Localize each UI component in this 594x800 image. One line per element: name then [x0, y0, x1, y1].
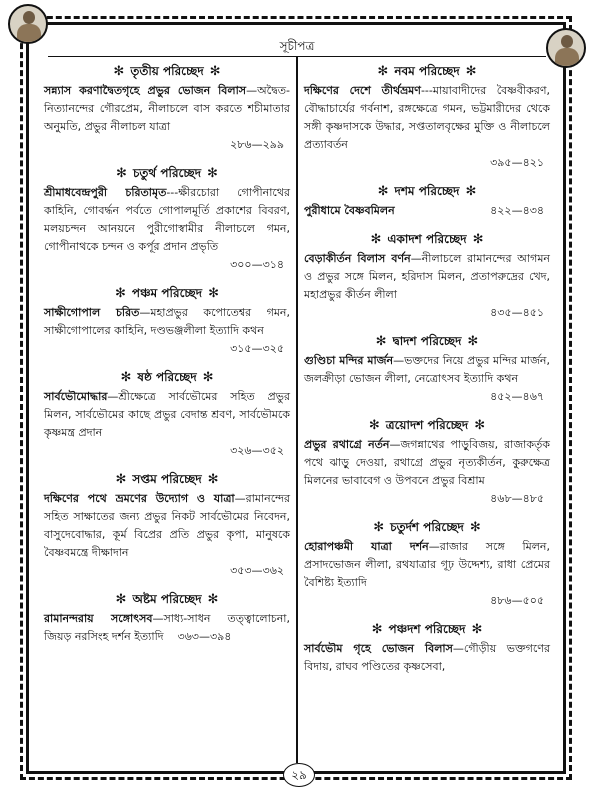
chapter-description: —অদ্বৈত-নিত্যানন্দের গৌরপ্রেম, নীলাচলে বাস করতে শচীমাতার অনুমতি, প্রভুর নীলাচল যাত্রা: [44, 84, 290, 133]
chapter-title: দক্ষিণের দেশে তীর্থভ্রমণ: [304, 84, 421, 97]
chapter-title: গুণ্ডিচা মন্দির মার্জন: [304, 354, 394, 367]
chapter-title: সার্বভৌম গৃহে ভোজন বিলাস: [304, 642, 453, 655]
chapter-heading: ✻ নবম পরিচ্ছেদ ✻: [304, 60, 550, 82]
chapter-pages: ৪৮৬—৫০৫: [490, 594, 544, 607]
column-divider: [296, 57, 298, 763]
chapter-pages: ২৮৬—২৯৯: [230, 138, 284, 151]
star-icon: ✻: [465, 64, 477, 79]
chapter-description: ---ক্ষীরচোরা গোপীনাথের কাহিনি, গোবর্দ্ধন পর্বতে গোপালমূর্তি প্রকাশের বিবরণ, মলয়চন্দন আনয়নে পুরীগোস্বামীর নীলাচলে গমন, গোপীনাথকে চন্দন ও কর্পূর প্রদান প্রভৃতি: [44, 186, 290, 253]
chapter-entry: [304, 618, 550, 676]
chapter-title: সার্বভৌমোদ্ধার: [44, 390, 108, 403]
chapter-description: —রামানন্দের সহিত সাক্ষাতের জন্য প্রভুর নিকট সার্বভৌমের নিবেদন, বাসুদেবোদ্ধার, কূর্ম বিপ্রের প্রতি প্রভুর কৃপা, মানুষকে বৈষ্ণবমন্ত্রে দীক্ষাদান: [44, 492, 290, 559]
star-icon: ✻: [202, 370, 214, 385]
toc-left-column: [44, 60, 290, 654]
chapter-entry: [304, 180, 550, 220]
chapter-pages: ৪৬৮—৪৮৫: [490, 492, 544, 505]
page-title: সূচীপত্র: [279, 39, 315, 53]
chapter-title: সন্ন্যাস করণাদ্বৈতগৃহে প্রভুর ভোজন বিলাস: [44, 84, 247, 97]
toc-right-column: [304, 60, 550, 684]
star-icon: ✻: [370, 232, 382, 247]
chapter-heading: ✻ সপ্তম পরিচ্ছেদ ✻: [44, 468, 290, 490]
star-icon: ✻: [472, 232, 484, 247]
chapter-title: শ্রীমাধবেন্দ্রপুরী চরিতামৃত: [44, 186, 167, 199]
star-icon: ✻: [375, 334, 387, 349]
chapter-entry: [304, 228, 550, 322]
chapter-heading: ✻ চতুর্দশ পরিচ্ছেদ ✻: [304, 516, 550, 538]
chapter-entry: [44, 162, 290, 274]
chapter-heading: ✻ ষষ্ঠ পরিচ্ছেদ ✻: [44, 366, 290, 388]
chapter-title: রামানন্দরায় সঙ্গোৎসব: [44, 612, 153, 625]
star-icon: ✻: [207, 592, 219, 607]
chapter-pages: ৩০০—৩১৪: [230, 258, 284, 271]
chapter-description: —শ্রীক্ষেত্রে সার্বভৌমের সহিত প্রভুর মিলন, সার্বভৌমের কাছে প্রভুর বেদান্ত শ্রবণ, সার্বভৌমকে কৃষ্ণমন্ত্র প্রদান: [44, 390, 290, 439]
star-icon: ✻: [120, 370, 132, 385]
chapter-entry: [44, 60, 290, 154]
star-icon: ✻: [208, 286, 219, 301]
chapter-entry: [304, 330, 550, 406]
chapter-heading: ✻ পঞ্চদশ পরিচ্ছেদ ✻: [304, 618, 550, 640]
star-icon: ✻: [207, 166, 218, 181]
chapter-title: দক্ষিণের পথে ভ্রমণের উদ্যোগ ও যাত্রা: [44, 492, 235, 505]
star-icon: ✻: [115, 472, 127, 487]
star-icon: ✻: [474, 418, 486, 433]
chapter-heading: ✻ অষ্টম পরিচ্ছেদ ✻: [44, 588, 290, 610]
chapter-description: —ভক্তদের নিয়ে প্রভুর মন্দির মার্জন, জলক্রীড়া ভোজন লীলা, নেত্রোৎসব ইত্যাদি কথন: [304, 354, 550, 385]
chapter-title: প্রভুর রথাগ্রে নর্তন: [304, 438, 390, 451]
chapter-title: বেড়াকীর্তন বিলাস বর্ণন: [304, 252, 411, 265]
star-icon: ✻: [371, 622, 383, 637]
chapter-heading: ✻ তৃতীয় পরিচ্ছেদ ✻: [44, 60, 290, 82]
chapter-heading: ✻ একাদশ পরিচ্ছেদ ✻: [304, 228, 550, 250]
star-icon: ✻: [377, 64, 389, 79]
chapter-pages: ৪৫২—৪৬৭: [490, 390, 544, 403]
chapter-heading: ✻ পঞ্চম পরিচ্ছেদ ✻: [44, 282, 290, 304]
chapter-heading: ✻ চতুর্থ পরিচ্ছেদ ✻: [44, 162, 290, 184]
chapter-entry: [44, 282, 290, 358]
chapter-title: পুরীধামে বৈষ্ণবমিলন: [304, 204, 395, 217]
chapter-description: ---মায়াবাদীদের বৈষ্ণবীকরণ, বৌদ্ধাচার্যের গর্বনাশ, রঙ্গক্ষেত্রে গমন, ভট্টমারীদের থেকে সঙ্গী কৃষ্ণদাসকে উদ্ধার, সপ্ততালবৃক্ষের মুক্তি ও নীলাচলে প্রত্যাবর্তন: [304, 84, 550, 151]
chapter-heading: ✻ দশম পরিচ্ছেদ ✻: [304, 180, 550, 202]
chapter-entry: [44, 366, 290, 460]
chapter-pages: ৩৫৩—৩৬২: [230, 564, 284, 577]
star-icon: ✻: [209, 64, 221, 79]
chapter-description: —গৌড়ীয় ভক্তগণের বিদায়, রাঘব পণ্ডিতের কৃষ্ণসেবা,: [304, 642, 550, 673]
star-icon: ✻: [469, 520, 481, 535]
chapter-heading: ✻ দ্বাদশ পরিচ্ছেদ ✻: [304, 330, 550, 352]
star-icon: ✻: [207, 472, 219, 487]
star-icon: ✻: [115, 286, 126, 301]
page-number: ২৯: [283, 763, 315, 787]
star-icon: ✻: [115, 592, 127, 607]
star-icon: ✻: [377, 184, 389, 199]
chapter-entry: [304, 60, 550, 172]
chapter-description: —মহাপ্রভুর কপোতেশ্বর গমন, সাক্ষীগোপালের কাহিনি, দণ্ডভঞ্জলীলা ইত্যাদি কথন: [44, 306, 290, 337]
chapter-description: —জগন্নাথের পাড়ুবিজয়, রাজাকর্তৃক পথে ঝাড়ু দেওয়া, রথাগ্রে প্রভুর নৃত্যকীর্তন, কুরুক্ষেত্র মিলনের ভাবাবেগ ও উপবনে প্রভুর বিশ্রাম: [304, 438, 550, 487]
chapter-description: —সাধ্য-সাধন তত্ত্বালোচনা, জিয়ড় নরসিংহ দর্শন ইত্যাদি: [44, 612, 290, 643]
star-icon: ✻: [373, 520, 385, 535]
chapter-pages: ৩২৬—৩৫২: [230, 444, 284, 457]
chapter-heading: ✻ ত্রয়োদশ পরিচ্ছেদ ✻: [304, 414, 550, 436]
chapter-entry: [44, 588, 290, 646]
star-icon: ✻: [465, 184, 477, 199]
chapter-description: —রাজার সঙ্গে মিলন, প্রসাদভোজন লীলা, রথযাত্রার গূঢ় উদ্দেশ্য, রাধা প্রেমের বৈশিষ্ট্য ইত্যাদি: [304, 540, 550, 589]
chapter-pages: ৪৩৫—৪৫১: [490, 306, 544, 319]
chapter-title: হোরাপঞ্চমী যাত্রা দর্শন: [304, 540, 429, 553]
star-icon: ✻: [471, 622, 483, 637]
chapter-pages: ৩১৫—৩২৫: [230, 342, 284, 355]
chapter-description: —নীলাচলে রামানন্দের আগমন ও প্রভুর সঙ্গে মিলন, হরিদাস মিলন, প্রতাপরুদ্রের খেদ, মহাপ্রভুর কীর্তন লীলা: [304, 252, 551, 301]
star-icon: ✻: [113, 64, 125, 79]
chapter-pages: ৩৬৩—৩৯৪: [177, 630, 232, 643]
chapter-entry: [44, 468, 290, 580]
chapter-title: সাক্ষীগোপাল চরিত: [44, 306, 140, 319]
star-icon: ✻: [467, 334, 479, 349]
star-icon: ✻: [368, 418, 380, 433]
chapter-entry: [304, 516, 550, 610]
chapter-pages: ৩৯৫—৪২১: [490, 156, 544, 169]
chapter-entry: [304, 414, 550, 508]
star-icon: ✻: [116, 166, 127, 181]
chapter-pages: ৪২২—৪৩৪: [490, 204, 544, 217]
